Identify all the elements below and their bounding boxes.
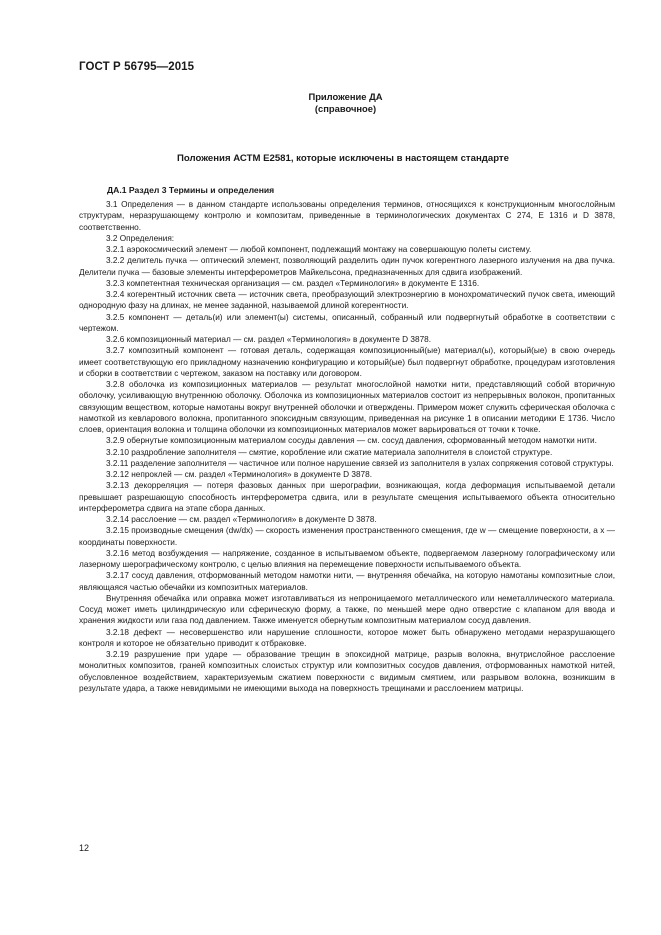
annex-heading (0, 91, 661, 115)
paragraph: 3.2.18 дефект — несовершенство или нарушение сплошности, которое может быть обнаружено методами неразрушающего контроля и которое не обязательно приводит к отбраковке. (79, 627, 615, 648)
paragraph: 3.2.7 композитный компонент — готовая деталь, содержащая композиционный(ые) материал(ы), который(ые) в свою очередь имеет соответствующую его прикладному назначению конфигурацию и который(ые) был подвергнут обработке, процедурам изготовления и сборки в соответствии с чертежом, заказом на поставку или договором. (79, 346, 615, 378)
paragraph: 3.2.2 делитель пучка — оптический элемент, позволяющий разделить один пучок когерентного лазерного излучения на два пучка. Делители пучка — базовые элементы интерферометров Майкельсона, предназначенных для сдвига изображений. (79, 256, 615, 277)
paragraph: 3.2.11 разделение заполнителя — частичное или полное нарушение связей из заполнителя в узлах сопряжения сотовой структуры. (106, 458, 614, 468)
paragraph: 3.2.17 сосуд давления, отформованный методом намотки нити, — внутренняя обечайка, на которую намотаны композитные слои, являющаяся частью обечайки из композитных материалов. (79, 571, 615, 592)
paragraph: 3.2.8 оболочка из композиционных материалов — результат многослойной намотки нити, представляющий собой вторичную оболочку, усиливающую внутреннюю оболочку. Оболочка из композиционных материалов состоит из непрерывных волокон, пропитанных связующим веществом, которые намотаны вокруг внутренней оболочки и отверждены. Примером может служить сферическая оболочка с намоткой из кевларового волокна, пропитанного эпоксидным связующим, приведенная на рисунке 1 в описании методики Е 1736. Число слоев, ориентация волокна и толщина оболочки из композиционных материалов может варьироваться от точки к точке. (79, 380, 615, 434)
paragraph: 3.2.13 декорреляция — потеря фазовых данных при шерографии, возникающая, когда деформация испытываемой детали превышает разрешающую способность интерферометра сдвига, или в результате смещения испытываемого объекта относительно интерферометра сдвига на этапе сбора данных. (79, 481, 615, 513)
paragraph: 3.2.5 компонент — деталь(и) или элемент(ы) системы, описанный, собранный или подвергнутый обработке в соответствии с чертежом. (79, 312, 615, 333)
paragraph: 3.2.1 аэрокосмический элемент — любой компонент, подлежащий монтажу на совершающую полеты систему. (106, 245, 532, 254)
paragraph: Внутренняя обечайка или оправка может изготавливаться из непроницаемого металлического или неметаллического материала. Сосуд может иметь цилиндрическую или сферическую форму, а также, по меньшей мере одно отверстие с клапаном для ввода и хранения жидкости или газа под давлением. Также именуется обернутым композитным материалом сосуд давления. (79, 593, 615, 626)
annex-subtitle: (справочное) (314, 103, 377, 114)
paragraph: 3.1 Определения — в данном стандарте использованы определения терминов, относящихся к конструкционным многослойным структурам, неразрушающему контролю и композитам, приведенные в терминологических документах С 274, Е 1316 и D 3878, соответственно. (79, 200, 615, 232)
paragraph: 3.2.15 производные смещения (dw/dx) — скорость изменения пространственного смещения, где w — смещение поверхности, а x — координаты поверхности. (79, 526, 615, 547)
paragraph: 3.2.6 композиционный материал — см. раздел «Терминология» в документе D 3878. (106, 335, 432, 344)
page-number: 12 (79, 843, 90, 853)
section-title: ДА.1 Раздел 3 Термины и определения (107, 185, 275, 195)
document-title: Положения АСТМ Е2581, которые исключены в настоящем стандарте (177, 153, 509, 164)
paragraph: 3.2.9 обернутые композиционным материалом сосуды давления — см. сосуд давления, сформованный методом намотки нити. (106, 436, 597, 446)
paragraph: 3.2.12 непроклей — см. раздел «Терминология» в документе D 3878. (106, 470, 372, 479)
paragraph: 3.2.19 разрушение при ударе — образование трещин в эпоксидной матрице, разрыв волокна, внутрислойное расслоение монолитных композитов, граней композитных слоистых структур или композитных сосудов давления, отформованных намоткой нитей, обусловленное воздействием, характеризуемым сжатием поверхности с видимым смятием, или разрывом волокна, возникшим в результате удара, а также невидимыми не имеющими выхода на поверхность трещинами и расслоением матрицы. (79, 650, 615, 693)
standard-code-header: ГОСТ Р 56795—2015 (79, 61, 195, 73)
paragraph: 3.2.10 раздробление заполнителя — смятие, коробление или сжатие материала заполнителя в слоистой структуре. (106, 447, 553, 457)
body-text (79, 199, 615, 694)
paragraph: 3.2 Определения: (106, 233, 175, 243)
paragraph: 3.2.3 компетентная техническая организация — см. раздел «Терминология» в документе Е 1316. (106, 278, 480, 288)
paragraph: 3.2.4 когерентный источник света — источник света, преобразующий электроэнергию в монохроматический пучок света, имеющий однородную фазу на длинах, не менее заданной, называемой длиной когерентности. (79, 290, 615, 311)
paragraph: 3.2.14 расслоение — см. раздел «Терминология» в документе D 3878. (106, 515, 377, 524)
paragraph: 3.2.16 метод возбуждения — напряжение, созданное в испытываемом объекте, подвергаемом лазерному голографическому или лазерному шерографическому контролю, с целью влияния на перемещение поверхности испытываемого объекта. (79, 548, 615, 569)
annex-title: Приложение ДА (308, 91, 383, 102)
